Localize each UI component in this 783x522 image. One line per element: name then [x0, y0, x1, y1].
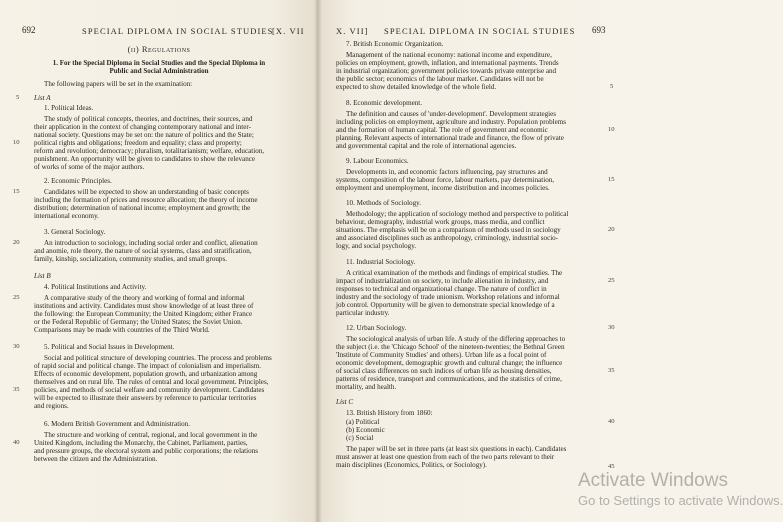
item-8-line: and the formation of human capital. The role of government and economic — [336, 126, 548, 134]
item-13-line: main disciplines (Economics, Politics, or Sociology). — [336, 461, 487, 469]
left-page — [0, 0, 318, 522]
item-2-line: including the formation of prices and resource allocation; the theory of income — [34, 196, 258, 204]
item-12-line: of social class differences on such indices of urban life as housing densities, — [336, 367, 552, 375]
item-10-line: and associated disciplines such as anthropology, criminology, industrial socio- — [336, 234, 559, 242]
item-8-title: 8. Economic development. — [346, 99, 423, 107]
item-5-line: will be expected to illustrate their answers by reference to particular territories — [34, 394, 257, 402]
item-4-line: the following: the European Community; the United Kingdom; either France — [34, 310, 253, 318]
line-number: 5 — [16, 94, 20, 101]
item-4-title: 4. Political Institutions and Activity. — [44, 283, 147, 291]
item-2-line: Candidates will be expected to show an understanding of basic concepts — [44, 188, 249, 196]
book-gutter — [314, 0, 322, 522]
item-6-line: between the citizen and the Administration. — [34, 455, 158, 463]
item-5-line: policies, and methods of social welfare and community development. Candidates — [34, 386, 265, 394]
item-11-line: particular industry. — [336, 309, 390, 317]
item-5-line: of rapid social and political change. The impact of colonialism and imperialism. — [34, 362, 261, 370]
line-number: 20 — [13, 239, 20, 246]
item-3-line: and anomie, role theory, the nature of social systems, class and stratification, — [34, 247, 252, 255]
item-4-line: institutions and activity. Candidates must show knowledge of at least three of — [34, 302, 254, 310]
item-1-line: reform and revolution; democracy; pluralism, totalitarianism; welfare, education, — [34, 147, 265, 155]
item-11-line: industry and the sociology of trade unionism. Workshop relations and informal — [336, 293, 560, 301]
item-10-line: situations. The emphasis will be on a comparison of methods used in sociology — [336, 226, 561, 234]
item-11-title: 11. Industrial Sociology. — [346, 258, 416, 266]
item-8-line: and governmental capital and the role of international agencies. — [336, 142, 517, 150]
item-7-title: 7. British Economic Organization. — [346, 40, 444, 48]
intro-heading-2: Public and Social Administration — [109, 67, 209, 75]
item-2-line: international economy. — [34, 212, 99, 220]
list-a-label: List A — [34, 94, 51, 102]
item-9-line: systems, composition of the labour force, labour markets, pay determination, — [336, 176, 555, 184]
item-12-line: the subject (i.e. the 'Chicago School' of the nineteen-twenties; the Bethnal Green — [336, 343, 565, 351]
line-number: 15 — [13, 188, 20, 195]
item-12-line: 'Institute of Community Studies' and others). Urban life as a focal point of — [336, 351, 547, 359]
item-8-line: The definition and causes of 'under-development'. Development strategies — [346, 110, 557, 118]
line-number: 35 — [608, 367, 615, 374]
item-3-title: 3. General Sociology. — [44, 228, 106, 236]
item-10-title: 10. Methods of Sociology. — [346, 199, 422, 207]
line-number: 30 — [13, 343, 20, 350]
item-4-line: A comparative study of the theory and working of formal and informal — [44, 294, 245, 302]
activation-watermark-title: Activate Windows — [578, 470, 728, 491]
item-8-line: planning. Relevant aspects of international trade and finance, the flow of private — [336, 134, 564, 142]
right-chapter-ref: X. VII] — [336, 26, 369, 36]
item-13-part: (c) Social — [346, 434, 374, 442]
item-13-part: (a) Political — [346, 418, 380, 426]
list-c-label: List C — [336, 398, 354, 406]
item-5-line: Effects of economic development, population growth, and urbanization among — [34, 370, 258, 378]
item-12-line: The sociological analysis of urban life. A study of the differing approaches to — [346, 335, 566, 343]
left-chapter-ref: [X. VII — [272, 26, 305, 36]
item-10-line: behaviour, demography, industrial work groups, mass media, and conflict — [336, 218, 545, 226]
line-number: 40 — [608, 418, 615, 425]
item-9-line: Developments in, and economic factors influencing, pay structures and — [346, 168, 548, 176]
item-7-line: the public sector; economics of the labour market. Candidates will not be — [336, 75, 544, 83]
item-4-line: or the Federal Republic of Germany; the United States; the Soviet Union. — [34, 318, 243, 326]
item-13-line: The paper will be set in three parts (at least six questions in each). Candidates — [346, 445, 567, 453]
item-13-part: (b) Economic — [346, 426, 385, 434]
item-8-line: including policies on employment, agriculture and industry. Population problems — [336, 118, 567, 126]
item-3-line: family, kinship, socialization, community studies, and small groups. — [34, 255, 228, 263]
intro-heading-1: 1. For the Special Diploma in Social Studies and the Special Diploma in — [52, 59, 266, 67]
item-1-line: political rights and obligations; freedom and equality; class and property; — [34, 139, 242, 147]
left-running-head: SPECIAL DIPLOMA IN SOCIAL STUDIES — [82, 26, 274, 36]
right-running-head: SPECIAL DIPLOMA IN SOCIAL STUDIES — [384, 26, 576, 36]
item-11-line: impact of industrialization on society, to include alienation in industry, and — [336, 277, 549, 285]
line-number: 45 — [608, 463, 615, 470]
item-12-line: mortality, and health. — [336, 383, 397, 391]
item-12-title: 12. Urban Sociology. — [346, 324, 407, 332]
item-1-line: their application in the context of changing contemporary national and inter- — [34, 123, 251, 131]
item-11-line: A critical examination of the methods and findings of empirical studies. The — [346, 269, 563, 277]
item-7-line: expected to show detailed knowledge of the whole field. — [336, 83, 497, 91]
item-12-line: patterns of residence, transport and communications, and the statistics of crime, — [336, 375, 562, 383]
item-5-line: and regions. — [34, 402, 69, 410]
item-6-line: and pressure groups, the electoral system and public corporations; the relations — [34, 447, 258, 455]
right-page — [318, 0, 632, 522]
line-number: 30 — [608, 324, 615, 331]
item-9-title: 9. Labour Economics. — [346, 157, 409, 165]
item-1-line: of works of some of the major authors. — [34, 163, 145, 171]
item-13-line: must answer at least one question from each of the two parts relevant to their — [336, 453, 555, 461]
item-10-line: logy, and social psychology. — [336, 242, 417, 250]
item-6-line: United Kingdom, including the Monarchy, the Cabinet, Parliament, parties, — [34, 439, 248, 447]
item-7-line: in industrial organization; government policies towards private enterprise and — [336, 67, 557, 75]
intro-line: The following papers will be set in the examination: — [44, 80, 193, 88]
item-10-line: Methodology; the application of sociology method and perspective to political — [346, 210, 569, 218]
line-number: 35 — [13, 386, 20, 393]
item-5-line: themselves and on rural life. The rules of central and local government. Principles, — [34, 378, 269, 386]
line-number: 10 — [608, 126, 615, 133]
line-number: 5 — [610, 83, 614, 90]
line-number: 40 — [13, 439, 20, 446]
list-b-label: List B — [34, 272, 51, 280]
line-number: 10 — [13, 139, 20, 146]
item-11-line: responses to technical and organizational change. The nature of conflict in — [336, 285, 547, 293]
item-2-line: distribution; determination of national income; employment and growth; the — [34, 204, 251, 212]
line-number: 15 — [608, 176, 615, 183]
item-11-line: job control. Opportunity will be given to demonstrate special knowledge of a — [336, 301, 555, 309]
left-page-number: 692 — [22, 25, 36, 35]
item-1-line: national society. Questions may be set on: the nature of politics and the State; — [34, 131, 254, 139]
item-5-line: Social and political structure of developing countries. The process and problems — [44, 354, 272, 362]
item-1-line: The study of political concepts, theories, and doctrines, their sources, and — [44, 115, 253, 123]
right-page-number: 693 — [592, 25, 606, 35]
section-title: (ii) Regulations — [127, 44, 191, 54]
line-number: 25 — [608, 277, 615, 284]
item-12-line: economic development, demographic growth and cultural change; the influence — [336, 359, 563, 367]
item-7-line: policies on employment, growth, inflation, and international payments. Trends — [336, 59, 559, 67]
item-13-title: 13. British History from 1860: — [346, 409, 433, 417]
item-5-title: 5. Political and Social Issues in Development. — [44, 343, 175, 351]
item-7-line: Management of the national economy: national income and expenditure, — [346, 51, 552, 59]
item-4-line: Comparisons may be made with countries of the Third World. — [34, 326, 210, 334]
item-6-title: 6. Modern British Government and Administration. — [44, 420, 190, 428]
item-9-line: employment and unemployment, income distribution and incomes policies. — [336, 184, 550, 192]
line-number: 25 — [13, 294, 20, 301]
item-6-line: The structure and working of central, regional, and local government in the — [44, 431, 258, 439]
item-1-line: punishment. An opportunity will be given to candidates to show the relevance — [34, 155, 256, 163]
activation-watermark-subtitle: Go to Settings to activate Windows. — [578, 493, 783, 508]
line-number: 20 — [608, 226, 615, 233]
item-1-title: 1. Political Ideas. — [44, 104, 94, 112]
item-3-line: An introduction to sociology, including social order and conflict, alienation — [44, 239, 258, 247]
item-2-title: 2. Economic Principles. — [44, 177, 112, 185]
